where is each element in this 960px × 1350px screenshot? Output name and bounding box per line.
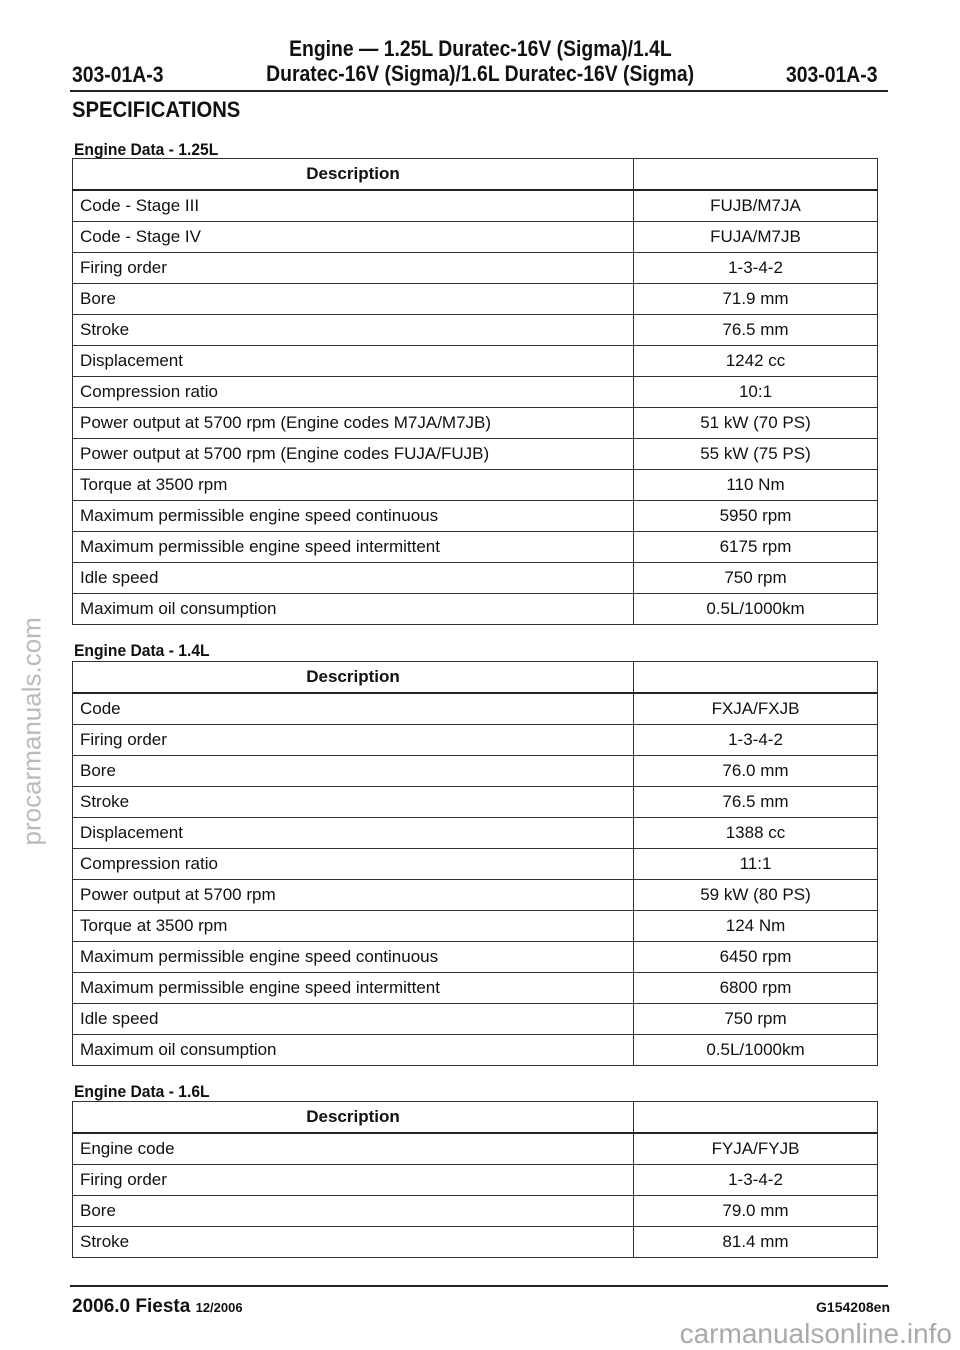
- table-row: [73, 377, 878, 408]
- spec-label: Code - Stage III: [73, 190, 634, 222]
- spec-label: Bore: [73, 756, 634, 787]
- watermark-side: procarmanuals.com: [16, 617, 47, 846]
- spec-value: 5950 rpm: [634, 501, 878, 532]
- spec-label: Engine code: [73, 1133, 634, 1165]
- spec-value: 1388 cc: [634, 818, 878, 849]
- spec-label: Firing order: [73, 1165, 634, 1196]
- table-row: [73, 725, 878, 756]
- section-title: SPECIFICATIONS: [72, 97, 241, 122]
- spec-label: Bore: [73, 1196, 634, 1227]
- spec-label: Maximum permissible engine speed continuous: [73, 501, 634, 532]
- spec-value: 10:1: [634, 377, 878, 408]
- footer-date: 12/2006: [195, 1300, 243, 1315]
- spec-value: 59 kW (80 PS): [634, 880, 878, 911]
- spec-label: Maximum permissible engine speed intermittent: [73, 532, 634, 563]
- table-row: [73, 1035, 878, 1066]
- table-row: [73, 911, 878, 942]
- footer-model: [72, 1296, 243, 1318]
- spec-label: Power output at 5700 rpm (Engine codes M7JA/M7JB): [73, 408, 634, 439]
- spec-label: Torque at 3500 rpm: [73, 911, 634, 942]
- spec-value: 11:1: [634, 849, 878, 880]
- page-code-right: 303-01A-3: [786, 62, 878, 87]
- spec-label: Code: [73, 693, 634, 725]
- spec-label: Maximum permissible engine speed intermittent: [73, 973, 634, 1004]
- table-row: [73, 1133, 878, 1165]
- spec-value: 76.5 mm: [634, 315, 878, 346]
- spec-value: 55 kW (75 PS): [634, 439, 878, 470]
- table-row: [73, 532, 878, 563]
- footer-rule: [70, 1285, 888, 1287]
- column-header-description: Description: [73, 159, 634, 191]
- spec-table-1-6l: [72, 1101, 878, 1258]
- spec-value: 6800 rpm: [634, 973, 878, 1004]
- spec-label: Stroke: [73, 787, 634, 818]
- spec-value: 1-3-4-2: [634, 253, 878, 284]
- spec-label: Stroke: [73, 1227, 634, 1258]
- spec-value: 76.5 mm: [634, 787, 878, 818]
- spec-value: 1-3-4-2: [634, 1165, 878, 1196]
- spec-table-1-4l: [72, 661, 878, 1066]
- spec-label: Torque at 3500 rpm: [73, 470, 634, 501]
- spec-value: FUJA/M7JB: [634, 222, 878, 253]
- spec-value: 750 rpm: [634, 563, 878, 594]
- table-row: [73, 190, 878, 222]
- table-row: [73, 1165, 878, 1196]
- table-row: [73, 439, 878, 470]
- table-header-row: [73, 662, 878, 694]
- table-row: [73, 973, 878, 1004]
- table-row: [73, 408, 878, 439]
- spec-label: Stroke: [73, 315, 634, 346]
- spec-value: FXJA/FXJB: [634, 693, 878, 725]
- spec-label: Compression ratio: [73, 377, 634, 408]
- spec-value: 0.5L/1000km: [634, 594, 878, 625]
- table-title: Engine Data - 1.6L: [74, 1082, 210, 1101]
- table-row: [73, 849, 878, 880]
- table-title: Engine Data - 1.4L: [74, 641, 210, 660]
- spec-value: 750 rpm: [634, 1004, 878, 1035]
- column-header-value: [634, 662, 878, 694]
- table-title: Engine Data - 1.25L: [74, 140, 219, 159]
- watermark-bottom: carmanualsonline.info: [679, 1318, 952, 1349]
- column-header-description: Description: [73, 1102, 634, 1134]
- spec-value: 79.0 mm: [634, 1196, 878, 1227]
- spec-label: Firing order: [73, 253, 634, 284]
- table-row: [73, 693, 878, 725]
- spec-label: Maximum oil consumption: [73, 594, 634, 625]
- spec-label: Power output at 5700 rpm: [73, 880, 634, 911]
- spec-value: 0.5L/1000km: [634, 1035, 878, 1066]
- spec-label: Idle speed: [73, 563, 634, 594]
- table-header-row: [73, 159, 878, 191]
- spec-label: Compression ratio: [73, 849, 634, 880]
- table-header-row: [73, 1102, 878, 1134]
- spec-value: 6175 rpm: [634, 532, 878, 563]
- spec-value: 76.0 mm: [634, 756, 878, 787]
- column-header-description: Description: [73, 662, 634, 694]
- spec-value: FUJB/M7JA: [634, 190, 878, 222]
- table-row: [73, 253, 878, 284]
- spec-label: Idle speed: [73, 1004, 634, 1035]
- table-row: [73, 1004, 878, 1035]
- header-title-line1: Engine — 1.25L Duratec-16V (Sigma)/1.4L: [288, 36, 672, 61]
- footer-model-name: 2006.0 Fiesta: [72, 1296, 191, 1317]
- spec-value: 81.4 mm: [634, 1227, 878, 1258]
- spec-value: 1-3-4-2: [634, 725, 878, 756]
- spec-label: Power output at 5700 rpm (Engine codes FUJA/FUJB): [73, 439, 634, 470]
- spec-value: 51 kW (70 PS): [634, 408, 878, 439]
- spec-label: Maximum oil consumption: [73, 1035, 634, 1066]
- table-row: [73, 346, 878, 377]
- spec-label: Maximum permissible engine speed continuous: [73, 942, 634, 973]
- table-row: [73, 756, 878, 787]
- header-rule: [70, 90, 888, 92]
- spec-value: 1242 cc: [634, 346, 878, 377]
- spec-value: 71.9 mm: [634, 284, 878, 315]
- column-header-value: [634, 1102, 878, 1134]
- spec-label: Bore: [73, 284, 634, 315]
- table-row: [73, 594, 878, 625]
- table-row: [73, 818, 878, 849]
- table-row: [73, 222, 878, 253]
- column-header-value: [634, 159, 878, 191]
- spec-value: 110 Nm: [634, 470, 878, 501]
- header-title-line2: Duratec-16V (Sigma)/1.6L Duratec-16V (Sigma): [266, 61, 694, 86]
- spec-label: Displacement: [73, 346, 634, 377]
- table-row: [73, 787, 878, 818]
- page-code-left: 303-01A-3: [72, 62, 164, 87]
- footer-doc-id: G154208en: [816, 1299, 890, 1315]
- table-row: [73, 1196, 878, 1227]
- table-row: [73, 501, 878, 532]
- table-row: [73, 942, 878, 973]
- spec-label: Displacement: [73, 818, 634, 849]
- table-row: [73, 1227, 878, 1258]
- table-row: [73, 563, 878, 594]
- table-row: [73, 880, 878, 911]
- spec-label: Firing order: [73, 725, 634, 756]
- spec-value: FYJA/FYJB: [634, 1133, 878, 1165]
- spec-label: Code - Stage IV: [73, 222, 634, 253]
- spec-value: 124 Nm: [634, 911, 878, 942]
- spec-value: 6450 rpm: [634, 942, 878, 973]
- table-row: [73, 284, 878, 315]
- table-row: [73, 315, 878, 346]
- table-row: [73, 470, 878, 501]
- spec-table-1-25l: [72, 158, 878, 625]
